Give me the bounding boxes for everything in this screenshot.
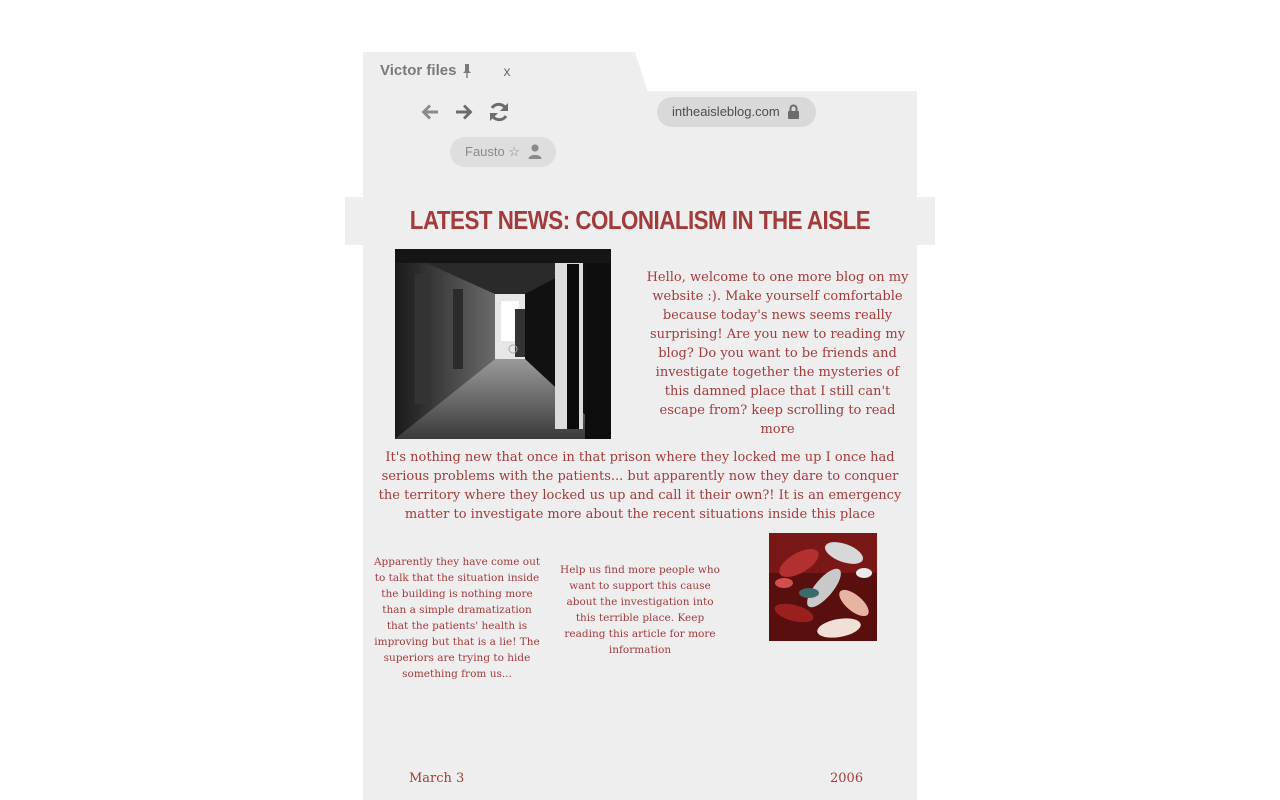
corridor-photo	[395, 249, 611, 439]
user-icon[interactable]	[528, 144, 542, 159]
column-left-text: Apparently they have come out to talk that the situation inside the building is nothing more than a simple dramatization that the patients' health is improving but that is a lie! The superiors are trying to hide something from us...	[373, 556, 541, 680]
footer-year: 2006	[830, 771, 864, 786]
pills-photo	[769, 533, 877, 641]
profile-label[interactable]: Fausto ☆	[465, 144, 521, 159]
tab-close-button[interactable]: x	[503, 63, 511, 79]
footer-date: March 3	[409, 771, 465, 786]
arrow-right-icon[interactable]	[452, 100, 476, 124]
intro-paragraph: Hello, welcome to one more blog on my website :). Make yourself comfortable because today's news seems really surprising! Are you new to reading my blog? Do you want to be friends and investigate together the mysteries of this damned place that I still can't escape from? keep scrolling to read more	[646, 270, 909, 437]
tab-edge	[632, 52, 652, 92]
tab-title: Victor files	[380, 62, 457, 79]
url-text[interactable]: intheaisleblog.com	[672, 104, 780, 119]
page-title: LATEST NEWS: COLONIALISM IN THE AISLE	[409, 205, 871, 235]
arrow-left-icon[interactable]	[418, 100, 442, 124]
lock-icon	[787, 104, 800, 119]
column-middle-text: Help us find more people who want to support this cause about the investigation into this terrible place. Keep reading this article for more information	[560, 564, 720, 656]
body-paragraph: It's nothing new that once in that prison where they locked me up I once had serious problems with the patients... but apparently now they dare to conquer the territory where they locked us up and call it their own?! It is an emergency matter to investigate more about the recent situations inside this place	[378, 450, 902, 522]
pin-icon[interactable]	[461, 64, 473, 78]
refresh-icon[interactable]	[487, 100, 511, 124]
